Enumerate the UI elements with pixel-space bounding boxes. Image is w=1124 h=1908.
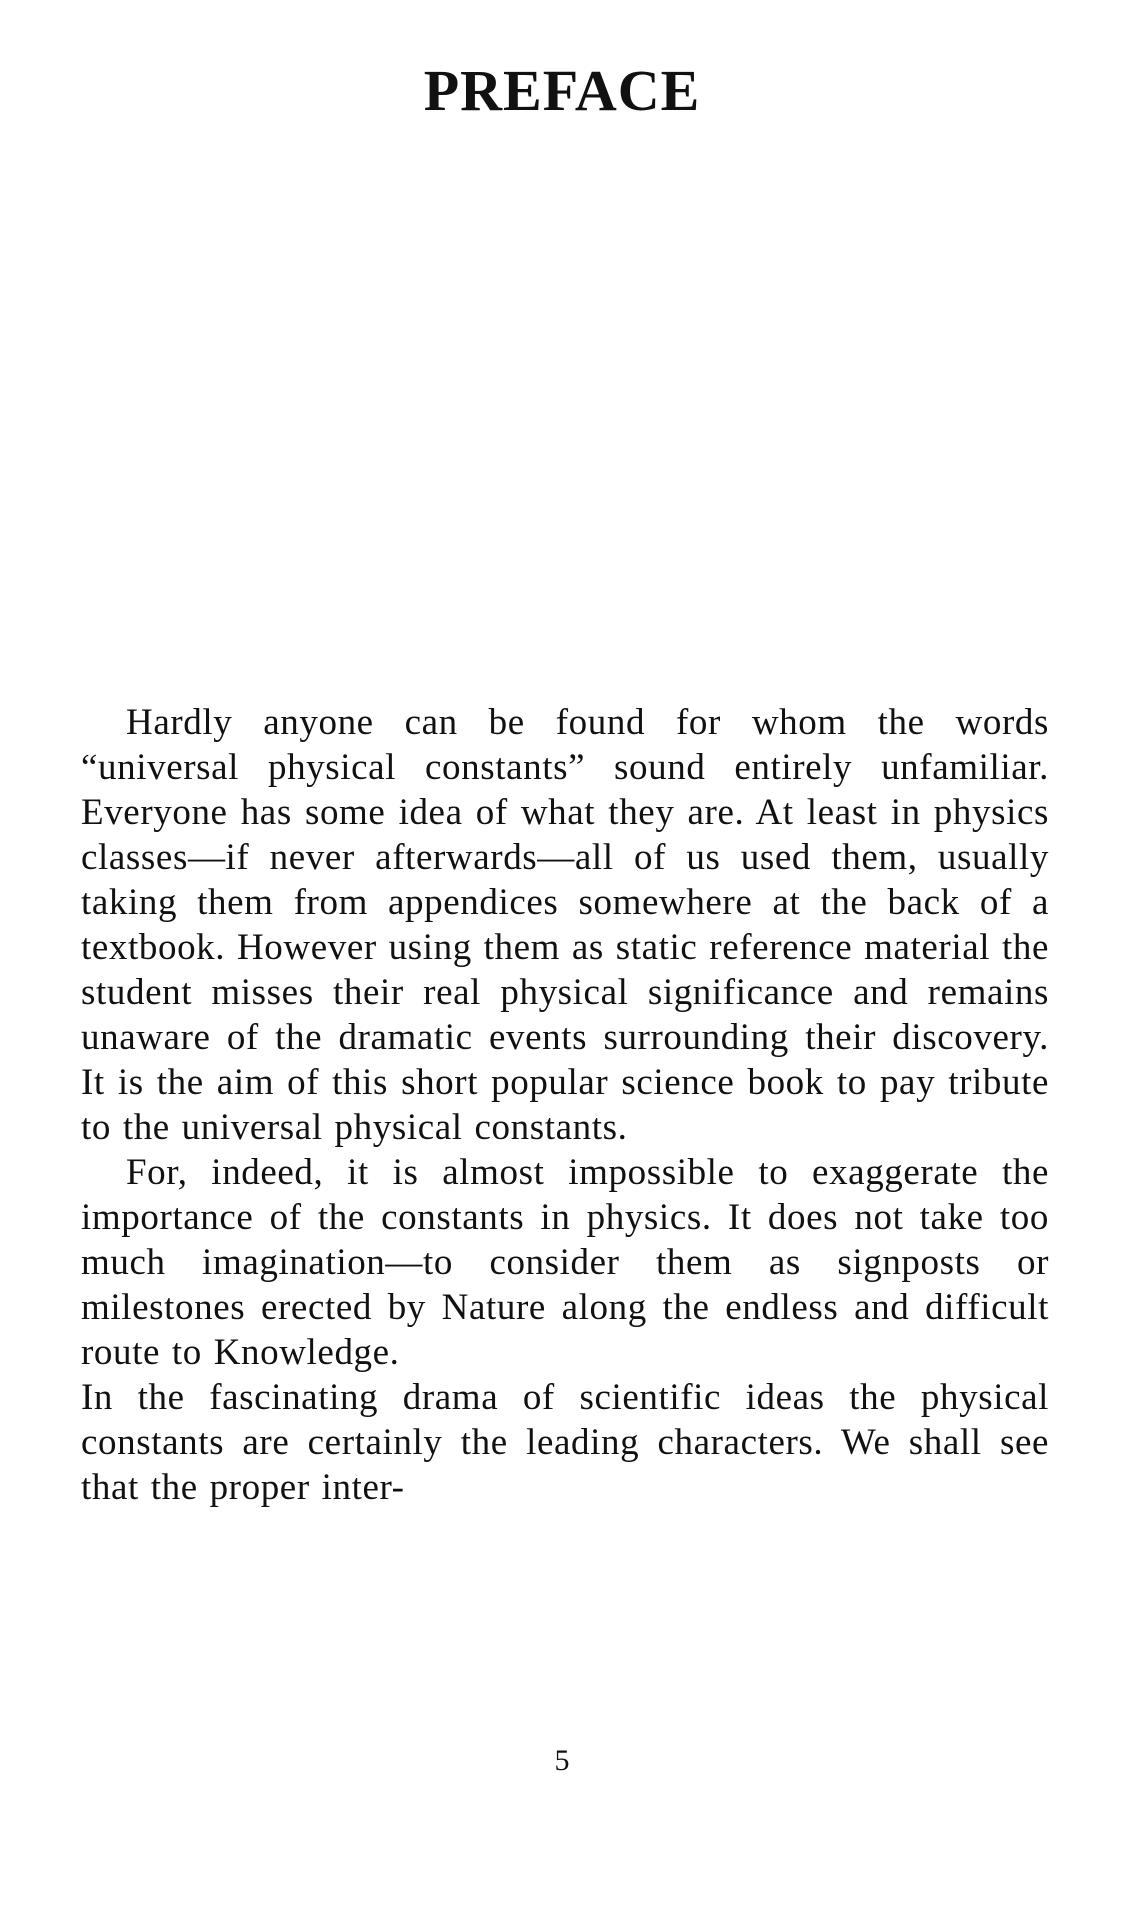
page-number: 5 <box>554 1744 570 1777</box>
paragraph-2: For, indeed, it is almost impossible to exaggerate the importance of the constants in physics. It does not take too much imagination—to consider them as signposts or milestones erected by Nature along the endless and difficult route to Knowledge. <box>81 1152 1049 1373</box>
page-title: PREFACE <box>423 58 701 123</box>
preface-body <box>81 700 1049 1510</box>
paragraph-3: In the fascinating drama of scientific ideas the physical constants are certainly the leading characters. We shall see that the proper inter- <box>81 1377 1049 1508</box>
paragraph-1: Hardly anyone can be found for whom the words “universal physical constants” sound entirely unfamiliar. Everyone has some idea of what they are. At least in physics classes—if never afterwards—all of us used them, usually taking them from appendices somewhere at the back of a textbook. However using them as static reference material the student misses their real physical significance and remains unaware of the dramatic events surrounding their discovery. It is the aim of this short popular science book to pay tribute to the universal physical constants. <box>81 702 1049 1148</box>
